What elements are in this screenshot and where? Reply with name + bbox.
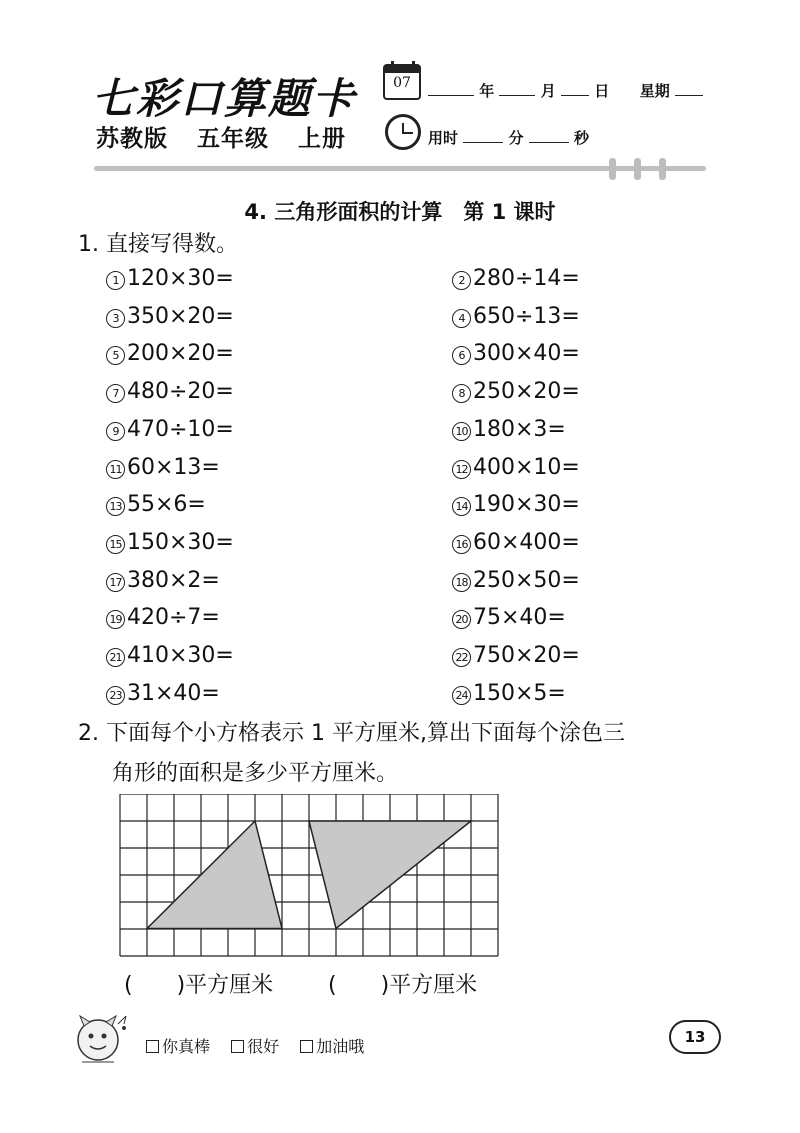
- edition-line: [96, 120, 366, 153]
- minutes-blank[interactable]: [463, 128, 503, 143]
- problem-number: 15: [106, 535, 125, 554]
- arithmetic-problem: [452, 568, 580, 594]
- problem-expression: 410×30=: [127, 643, 234, 668]
- problem-number: 18: [452, 573, 471, 592]
- arithmetic-problem: [452, 417, 566, 443]
- problem-expression: 470÷10=: [127, 416, 234, 442]
- year-label: 年: [479, 82, 495, 100]
- year-blank[interactable]: [428, 81, 474, 96]
- problem-number: 5: [106, 346, 125, 365]
- grid-lines: [120, 794, 498, 956]
- arithmetic-problem: [106, 605, 220, 631]
- problem-number: 2: [452, 271, 471, 290]
- problem-expression: 55×6=: [127, 492, 206, 518]
- checkbox-icon[interactable]: [146, 1040, 159, 1053]
- lesson-title: 4. 三角形面积的计算 第 1 课时: [244, 200, 556, 224]
- arithmetic-problem: [106, 530, 234, 556]
- problem-number: 4: [452, 309, 471, 328]
- problem-expression: 31×40=: [127, 680, 220, 706]
- problem-number: 24: [452, 686, 471, 705]
- arithmetic-problem: [106, 681, 220, 707]
- problem-expression: 280÷14=: [473, 266, 580, 291]
- problem-expression: 120×30=: [127, 266, 234, 291]
- arithmetic-problem: [106, 455, 220, 481]
- problem-expression: 180×3=: [473, 416, 566, 442]
- problem-number: 1: [106, 271, 125, 290]
- problem-expression: 380×2=: [127, 567, 220, 593]
- arithmetic-problem: [106, 643, 234, 669]
- problem-number: 10: [452, 422, 471, 441]
- arithmetic-problem: [452, 643, 580, 669]
- problem-expression: 300×40=: [473, 341, 580, 367]
- minutes-label: 分: [508, 129, 524, 147]
- problem-number: 20: [452, 610, 471, 629]
- arithmetic-problem: [452, 492, 580, 518]
- day-blank[interactable]: [561, 81, 589, 96]
- problem-expression: 250×20=: [473, 379, 580, 405]
- brand-title: 七彩口算题卡: [92, 74, 357, 123]
- arithmetic-problem: [106, 568, 220, 594]
- arithmetic-problem: [106, 341, 234, 367]
- rating-great[interactable]: 你真棒: [146, 1037, 210, 1056]
- divider-knob: [634, 158, 641, 180]
- calendar-day: 07: [393, 75, 411, 91]
- arithmetic-problem: [452, 530, 580, 556]
- date-fill-line: [428, 80, 703, 101]
- divider-knob: [659, 158, 666, 180]
- arithmetic-problem: [452, 605, 566, 631]
- square-grid: [118, 794, 500, 958]
- problem-number: 9: [106, 422, 125, 441]
- problem-expression: 250×50=: [473, 567, 580, 593]
- problem-expression: 480÷20=: [127, 379, 234, 405]
- arithmetic-problem: [106, 417, 234, 443]
- problem-expression: 200×20=: [127, 341, 234, 367]
- seconds-blank[interactable]: [529, 128, 569, 143]
- problem-expression: 190×30=: [473, 492, 580, 518]
- problem-number: 23: [106, 686, 125, 705]
- answer-blank-right[interactable]: ( )平方厘米: [328, 973, 478, 998]
- edition-publisher: 苏教版: [96, 126, 168, 152]
- self-rating: [146, 1034, 380, 1057]
- elapsed-label: 用时: [428, 129, 459, 147]
- clock-icon: [385, 114, 421, 150]
- answer-blank-left[interactable]: ( )平方厘米: [124, 973, 274, 998]
- edition-volume: 上册: [298, 126, 347, 152]
- problem-number: 16: [452, 535, 471, 554]
- arithmetic-problem: [452, 266, 580, 292]
- arithmetic-problem: [452, 304, 580, 330]
- arithmetic-problem: [106, 379, 234, 405]
- mascot-icon: [70, 1006, 136, 1070]
- day-label: 日: [594, 82, 610, 100]
- problem-expression: 350×20=: [127, 303, 234, 329]
- problem-number: 14: [452, 497, 471, 516]
- month-blank[interactable]: [499, 81, 535, 96]
- problem-number: 21: [106, 648, 125, 667]
- problem-expression: 60×400=: [473, 529, 580, 555]
- page-number: 13: [669, 1020, 721, 1054]
- problem-number: 22: [452, 648, 471, 667]
- month-label: 月: [540, 82, 556, 100]
- arithmetic-problem: [452, 341, 580, 367]
- arithmetic-problem: [106, 266, 234, 292]
- weekday-label: 星期: [639, 82, 670, 100]
- arithmetic-problem: [452, 379, 580, 405]
- arithmetic-problem: [452, 455, 580, 481]
- arithmetic-problem: [106, 492, 206, 518]
- checkbox-icon[interactable]: [231, 1040, 244, 1053]
- problem-number: 8: [452, 384, 471, 403]
- arithmetic-problem: [452, 681, 566, 707]
- rating-keep-going[interactable]: 加油哦: [300, 1037, 364, 1056]
- problem-number: 11: [106, 460, 125, 479]
- q1-heading: 1. 直接写得数。: [78, 232, 238, 257]
- problem-expression: 650÷13=: [473, 303, 580, 329]
- q2-heading-line1: 2. 下面每个小方格表示 1 平方厘米,算出下面每个涂色三: [78, 721, 625, 746]
- problem-number: 13: [106, 497, 125, 516]
- calendar-icon: [383, 64, 421, 100]
- problem-number: 3: [106, 309, 125, 328]
- arithmetic-problem: [106, 304, 234, 330]
- rating-good[interactable]: 很好: [231, 1037, 279, 1056]
- problem-expression: 420÷7=: [127, 605, 220, 631]
- problem-number: 7: [106, 384, 125, 403]
- problem-expression: 750×20=: [473, 643, 580, 668]
- divider-knob: [609, 158, 616, 180]
- problem-number: 6: [452, 346, 471, 365]
- problem-expression: 75×40=: [473, 605, 566, 631]
- problem-expression: 400×10=: [473, 454, 580, 480]
- time-fill-line: [428, 127, 589, 148]
- problem-expression: 150×5=: [473, 680, 566, 706]
- problem-expression: 150×30=: [127, 529, 234, 555]
- weekday-blank[interactable]: [675, 81, 703, 96]
- edition-grade: 五年级: [197, 126, 270, 152]
- q2-heading-line2: 角形的面积是多少平方厘米。: [112, 761, 399, 786]
- problem-number: 19: [106, 610, 125, 629]
- checkbox-icon[interactable]: [300, 1040, 313, 1053]
- problem-number: 17: [106, 573, 125, 592]
- seconds-label: 秒: [573, 129, 589, 147]
- problem-expression: 60×13=: [127, 454, 220, 480]
- problem-number: 12: [452, 460, 471, 479]
